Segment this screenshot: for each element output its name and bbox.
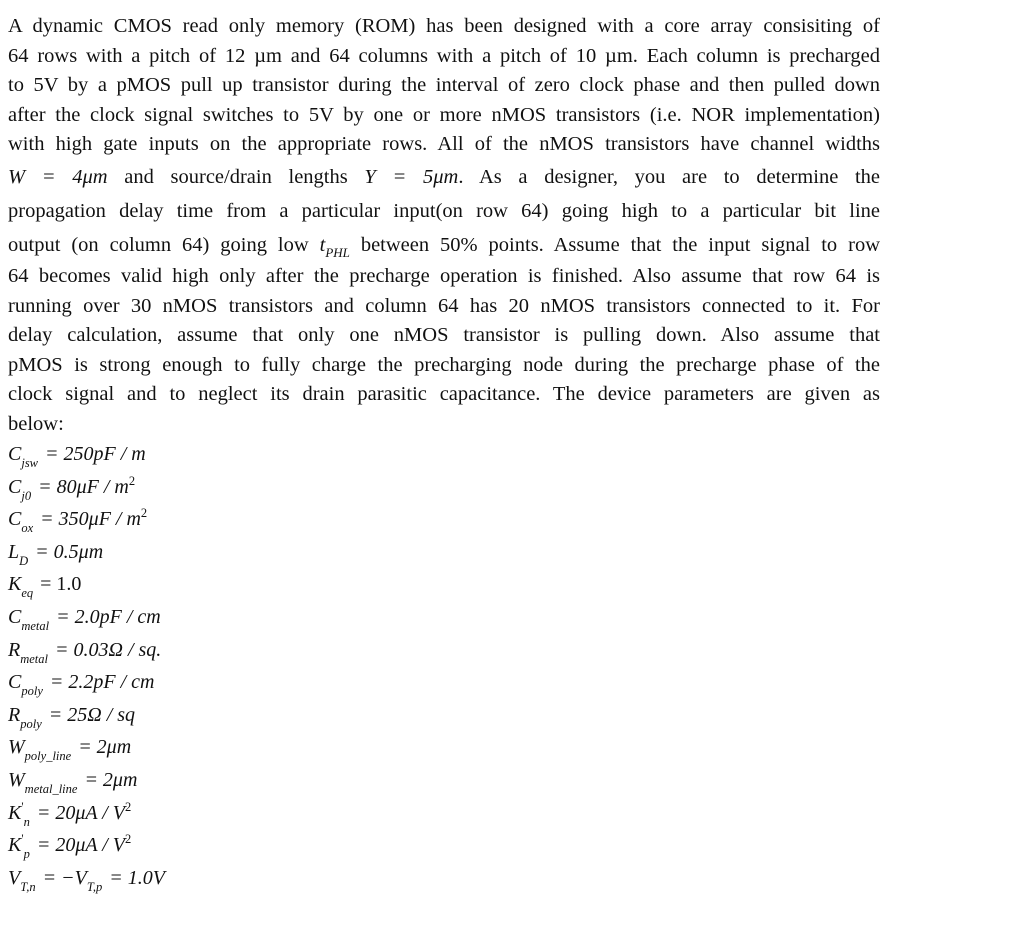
param-value: = 80μF / m — [38, 475, 129, 498]
param-value: = 25Ω / sq — [48, 703, 136, 726]
symbol-y: Y — [364, 165, 376, 188]
param-prime: ' — [21, 832, 24, 847]
param-value: = 0.5μm — [35, 540, 104, 563]
problem-line: 64 rows with a pitch of 12 µm and 64 columns with a pitch of 10 µm. Each column is precharged — [8, 44, 880, 67]
text-fragment: between 50% points. Assume that the input signal to row — [360, 233, 881, 256]
param-subscript: n — [23, 814, 30, 829]
param-symbol: C — [8, 605, 22, 628]
param-value: = 20μA / V — [36, 801, 126, 824]
param-subscript: poly — [21, 684, 43, 699]
problem-line: clock signal and to neglect its drain parasitic capacitance. The device parameters are given as — [8, 383, 880, 406]
value-y: = 5μm — [392, 165, 459, 188]
param-value: = 20μA / V — [36, 834, 126, 857]
param-symbol: C — [8, 443, 22, 465]
param-value: = 1.0V — [109, 866, 165, 889]
param-symbol: R — [8, 703, 21, 726]
param-subscript: T,n — [20, 879, 36, 894]
param-symbol: C — [8, 671, 22, 694]
param-wpolyline — [8, 731, 165, 764]
problem-line: with high gate inputs on the appropriate rows. All of the nMOS transistors have channel widths — [8, 133, 880, 156]
value-w: = 4μm — [41, 165, 108, 188]
param-symbol: K — [8, 573, 22, 596]
symbol-w: W — [8, 165, 26, 188]
param-superscript: 2 — [140, 506, 148, 521]
param-subscript: metal — [20, 651, 48, 666]
param-symbol: K — [8, 801, 22, 824]
param-cox — [8, 503, 165, 536]
param-value: = 350μF / m — [40, 508, 141, 531]
param-subscript: jsw — [21, 456, 39, 470]
text-fragment: . As a designer, you are to determine the — [458, 165, 880, 188]
param-symbol: C — [8, 508, 22, 531]
param-symbol: K — [8, 834, 22, 857]
param-superscript: 2 — [125, 799, 132, 814]
param-symbol: V — [8, 866, 21, 889]
param-subscript: D — [19, 553, 29, 568]
param-rpoly — [8, 699, 165, 732]
param-subscript: ox — [21, 521, 34, 536]
symbol-t: t — [319, 233, 326, 256]
param-prime: ' — [21, 799, 24, 814]
param-subscript: poly — [20, 716, 42, 731]
param-symbol: L — [8, 540, 20, 563]
problem-line: delay calculation, assume that only one nMOS transistor is pulling down. Also assume that — [8, 324, 880, 347]
param-subscript: eq — [21, 586, 34, 601]
param-wmetalline — [8, 764, 165, 797]
subscript-phl: PHL — [325, 244, 350, 260]
param-value: = −V — [42, 866, 87, 889]
param-value: = 1.0 — [40, 573, 82, 596]
param-value: = 2μm — [84, 768, 138, 791]
param-subscript: metal — [21, 618, 50, 633]
param-superscript: 2 — [128, 473, 136, 488]
problem-statement — [8, 12, 880, 440]
param-vt — [8, 862, 165, 895]
problem-line: below: — [8, 412, 64, 435]
param-symbol: W — [8, 736, 25, 759]
param-value: = 250pF / m — [45, 443, 146, 465]
param-value: = 2μm — [78, 736, 132, 759]
text-fragment: and source/drain lengths — [124, 165, 348, 188]
param-symbol: W — [8, 768, 25, 791]
param-symbol: R — [8, 638, 21, 661]
param-symbol: C — [8, 475, 22, 498]
param-rmetal — [8, 634, 165, 667]
param-superscript: 2 — [125, 832, 132, 847]
param-value: = 2.0pF / cm — [56, 605, 161, 628]
problem-line-width-length — [8, 160, 880, 194]
problem-line: pMOS is strong enough to fully charge the precharging node during the precharge phase of the — [8, 353, 880, 376]
parameter-list — [8, 438, 165, 894]
problem-line: A dynamic CMOS read only memory (ROM) has been designed with a core array consisiting of — [8, 15, 880, 37]
text-fragment: output (on column 64) going low — [8, 233, 309, 256]
problem-line: to 5V by a pMOS pull up transistor during the interval of zero clock phase and then pulled down — [8, 74, 880, 97]
problem-line: propagation delay time from a particular input(on row 64) going high to a particular bit line — [8, 199, 880, 222]
param-cjsw — [8, 438, 165, 471]
param-cpoly — [8, 666, 165, 699]
param-subscript: T,p — [86, 879, 103, 894]
param-subscript: j0 — [21, 488, 32, 503]
problem-line-tphl — [8, 228, 880, 262]
param-subscript: metal_line — [24, 781, 78, 796]
param-value: = 0.03Ω / sq. — [55, 638, 162, 661]
param-subscript: p — [23, 847, 30, 862]
param-keq — [8, 568, 165, 601]
problem-line: after the clock signal switches to 5V by one or more nMOS transistors (i.e. NOR implementation) — [8, 103, 880, 126]
param-kp — [8, 829, 165, 862]
problem-line: 64 becomes valid high only after the precharge operation is finished. Also assume that row 64 is — [8, 264, 880, 287]
param-kn — [8, 797, 165, 830]
param-subscript: poly_line — [24, 749, 72, 764]
param-cmetal — [8, 601, 165, 634]
problem-line: running over 30 nMOS transistors and column 64 has 20 nMOS transistors connected to it. For — [8, 294, 880, 317]
param-cj0 — [8, 471, 165, 504]
param-value: = 2.2pF / cm — [49, 671, 155, 694]
param-ld — [8, 536, 165, 569]
